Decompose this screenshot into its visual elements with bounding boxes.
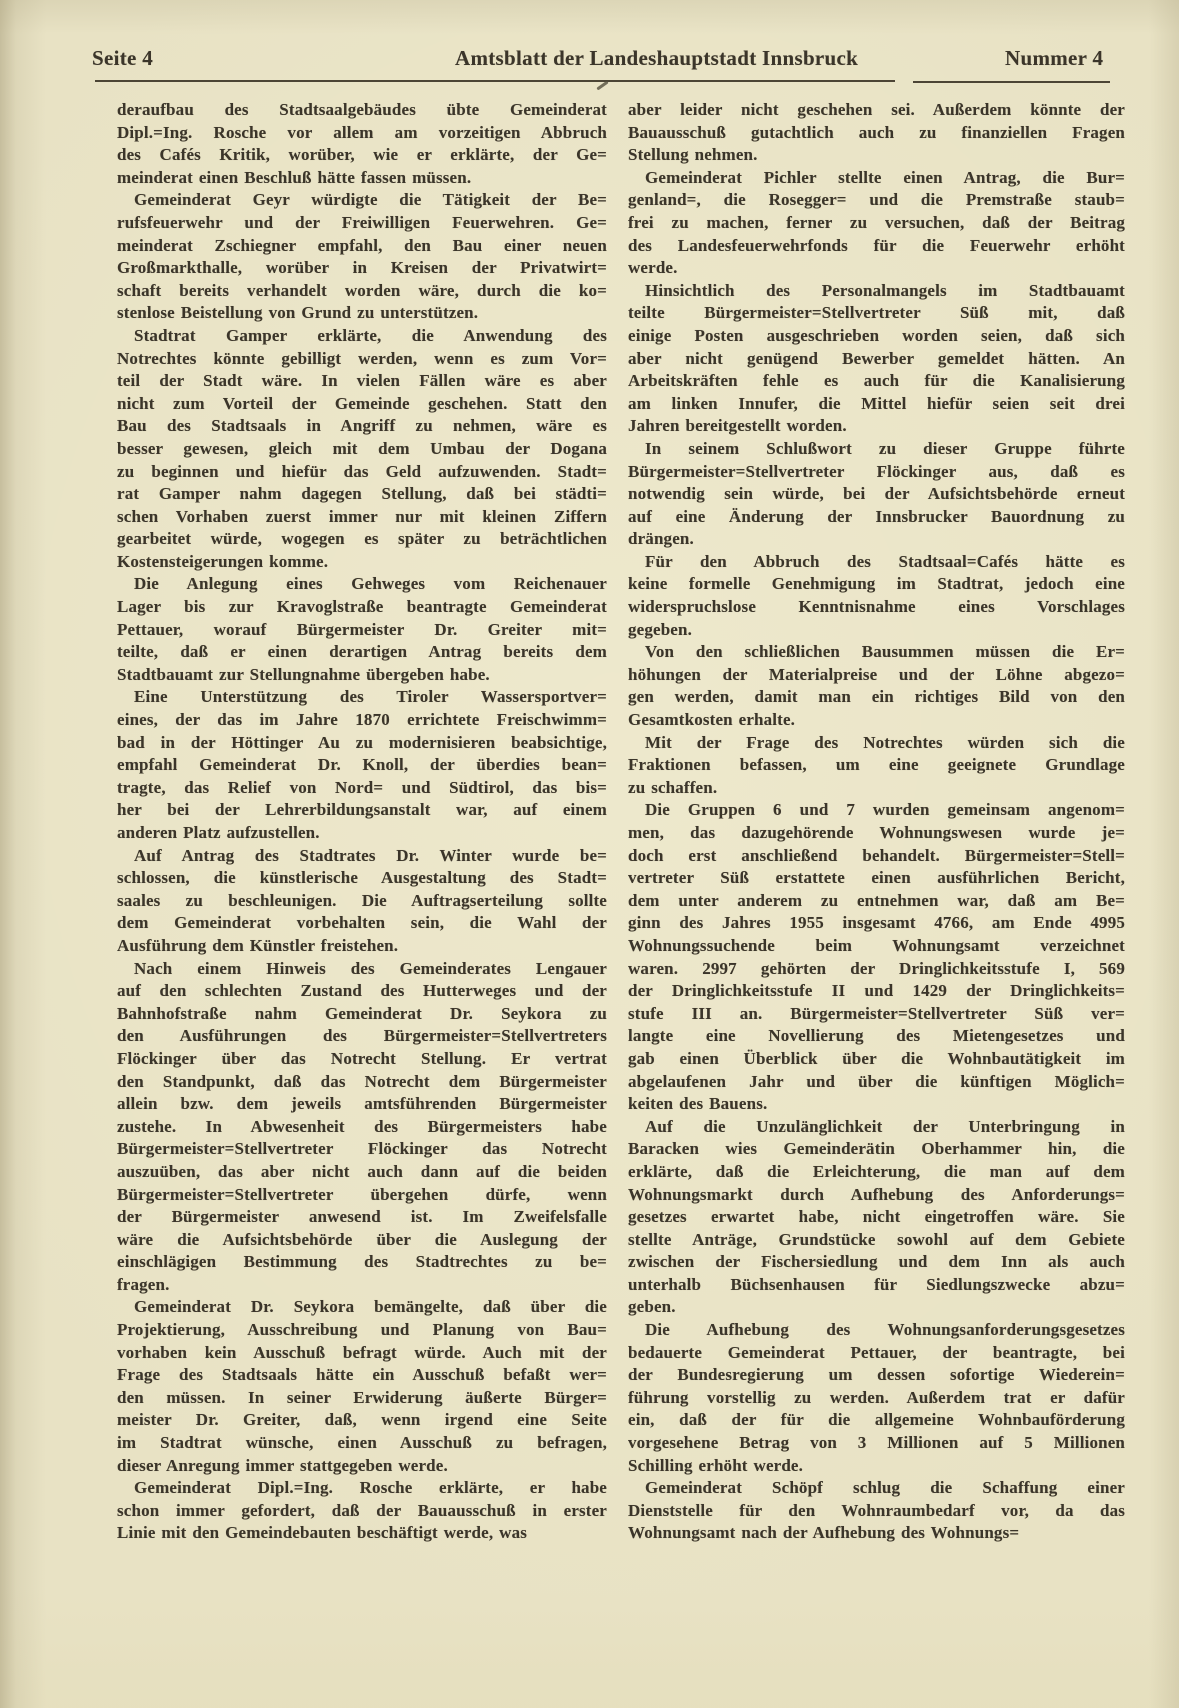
issue-number: Nummer 4 — [1005, 46, 1104, 70]
text-line: meister Dr. Greiter, daß, wenn irgend eine Seite — [117, 1410, 607, 1430]
text-line: keiten des Bauens. — [628, 1094, 768, 1114]
text-line: stufe III an. Bürgermeister=Stellvertreter Süß ver= — [628, 1003, 1125, 1023]
text-line: teil der Stadt wäre. In vielen Fällen wäre es aber — [117, 371, 607, 391]
paragraph — [117, 99, 607, 189]
text-line: den müssen. In seiner Erwiderung äußerte Bürger= — [117, 1387, 607, 1407]
text-line: wäre die Aufsichtsbehörde über die Auslegung der — [117, 1229, 607, 1249]
text-line: notwendig sein würde, bei der Aufsichtsbehörde erneut — [628, 484, 1125, 504]
text-line: Bauausschuß gutachtlich auch zu finanziellen Fragen — [628, 122, 1125, 142]
text-line: Dienststelle für den Wohnraumbedarf vor, da das — [628, 1500, 1125, 1520]
paragraph — [628, 99, 1125, 167]
text-line: einige Posten ausgeschrieben worden seien, daß sich — [628, 325, 1125, 345]
text-line: schen Vorhaben zuerst immer nur mit kleinen Ziffern — [117, 506, 607, 526]
right-column — [628, 99, 1125, 1545]
text-line: rufsfeuerwehr und der Freiwilligen Feuerwehren. Ge= — [117, 212, 607, 232]
text-line: Gemeinderat Pichler stellte einen Antrag, die Bur= — [645, 167, 1125, 187]
text-line: des Landesfeuerwehrfonds für die Feuerwehr erhöht — [628, 235, 1125, 255]
paragraph — [117, 1296, 607, 1477]
text-line: am linken Innufer, die Mittel hiefür seien seit drei — [628, 393, 1125, 413]
text-line: Dipl.=Ing. Rosche vor allem am vorzeitigen Abbruch — [117, 122, 607, 142]
text-line: deraufbau des Stadtsaalgebäudes übte Gemeinderat — [117, 100, 607, 119]
text-line: geben. — [628, 1297, 676, 1317]
text-line: dem unter anderem zu entnehmen war, daß am Be= — [628, 890, 1125, 910]
text-line: der Dringlichkeitsstufe II und 1429 der Dringlichkeits= — [628, 981, 1125, 1001]
paragraph — [117, 189, 607, 325]
paragraph — [628, 732, 1125, 800]
text-line: Die Anlegung eines Gehweges vom Reichenauer — [134, 574, 607, 594]
text-line: einschlägigen Bestimmung des Stadtrechtes zu be= — [117, 1252, 607, 1272]
paragraph — [117, 958, 607, 1297]
paragraph — [117, 686, 607, 844]
text-line: Gesamtkosten erhalte. — [628, 710, 796, 730]
text-line: Bahnhofstraße nahm Gemeinderat Dr. Seykora zu — [117, 1003, 607, 1023]
text-line: waren. 2997 gehörten der Dringlichkeitsstufe I, 569 — [628, 958, 1125, 978]
text-line: anderen Platz aufzustellen. — [117, 823, 320, 842]
text-line: gesetzes erwartet habe, nicht eingetroffen wäre. Sie — [628, 1207, 1125, 1227]
text-line: dem Gemeinderat vorbehalten sein, die Wahl der — [117, 913, 607, 933]
text-line: Baracken wies Gemeinderätin Oberhammer hin, die — [628, 1139, 1125, 1159]
paragraph — [117, 845, 607, 958]
text-line: Eine Unterstützung des Tiroler Wassersportver= — [134, 687, 607, 707]
text-line: Stadtbauamt zur Stellungnahme übergeben habe. — [117, 664, 490, 684]
text-line: Ausführung dem Künstler freistehen. — [117, 935, 399, 955]
text-line: besser gewesen, gleich mit dem Umbau der Dogana — [117, 438, 607, 458]
text-line: ginn des Jahres 1955 insgesamt 4766, am Ende 4995 — [628, 913, 1125, 933]
text-line: meinderat Zschiegner empfahl, den Bau einer neuen — [117, 235, 607, 255]
text-line: Bürgermeister=Stellvertreter Flöckinger aus, daß es — [628, 461, 1125, 481]
text-line: aber nicht genügend Bewerber gemeldet hätten. An — [628, 348, 1125, 368]
text-line: Wohnungsmarkt durch Aufhebung des Anforderungs= — [628, 1184, 1125, 1204]
text-line: Die Aufhebung des Wohnungsanforderungsgesetzes — [645, 1320, 1125, 1340]
text-line: schon immer gefordert, daß der Bauausschuß in erster — [117, 1500, 607, 1520]
text-line: her bei der Lehrerbildungsanstalt war, auf einem — [117, 800, 607, 820]
text-line: doch erst anschließend behandelt. Bürgermeister=Stell= — [628, 845, 1125, 865]
text-line: Für den Abbruch des Stadtsaal=Cafés hätte es — [645, 551, 1125, 571]
text-line: im Stadtrat wünsche, einen Ausschuß zu befragen, — [117, 1433, 607, 1453]
masthead-title: Amtsblatt der Landeshauptstadt Innsbruck — [455, 46, 859, 70]
text-line: Fraktionen befassen, um eine geeignete Grundlage — [628, 755, 1125, 775]
text-line: werde. — [628, 258, 678, 278]
text-line: keine formelle Genehmigung im Stadtrat, jedoch eine — [628, 574, 1125, 594]
text-line: frei zu machen, ferner zu versuchen, daß der Beitrag — [628, 212, 1125, 232]
text-line: drängen. — [628, 529, 694, 549]
paragraph — [628, 167, 1125, 280]
paragraph — [117, 325, 607, 574]
text-line: empfahl Gemeinderat Dr. Knoll, der überdies bean= — [117, 755, 607, 775]
text-line: Notrechtes könnte gebilligt werden, wenn es zum Vor= — [117, 348, 607, 368]
text-line: auf den schlechten Zustand des Hutterweges und der — [117, 981, 607, 1001]
paragraph — [117, 573, 607, 686]
text-line: Die Gruppen 6 und 7 wurden gemeinsam angenom= — [645, 800, 1125, 820]
text-line: zu beginnen und hiefür das Geld aufzuwenden. Stadt= — [117, 461, 607, 481]
header-rule-left — [95, 80, 895, 82]
text-line: schlossen, die künstlerische Ausgestaltung des Stadt= — [117, 868, 607, 888]
text-line: zwischen der Fischersiedlung und dem Inn als auch — [628, 1252, 1125, 1272]
paragraph — [628, 1319, 1125, 1477]
text-line: Stadtrat Gamper erklärte, die Anwendung des — [134, 325, 607, 345]
text-line: genland=, die Rosegger= und die Premstraße staub= — [628, 190, 1125, 210]
text-line: Mit der Frage des Notrechtes würden sich die — [645, 732, 1125, 752]
text-line: zustehe. In Abwesenheit des Bürgermeisters habe — [117, 1116, 607, 1136]
paragraph — [628, 1116, 1125, 1319]
text-line: Stellung nehmen. — [628, 145, 758, 165]
text-line: unterhalb Büchsenhausen für Siedlungszwecke abzu= — [628, 1274, 1125, 1294]
text-line: Kostensteigerungen komme. — [117, 551, 329, 571]
text-line: auf eine Änderung der Innsbrucker Bauordnung zu — [628, 506, 1125, 526]
text-line: den Standpunkt, daß das Notrecht dem Bürgermeister — [117, 1071, 607, 1091]
text-line: Auf Antrag des Stadtrates Dr. Winter wurde be= — [134, 845, 607, 865]
text-line: Auf die Unzulänglichkeit der Unterbringung in — [645, 1116, 1125, 1136]
text-line: teilte, daß er einen derartigen Antrag bereits dem — [117, 642, 607, 662]
text-line: auszuüben, das aber nicht auch dann auf die beiden — [117, 1161, 607, 1181]
text-line: Bau des Stadtsaals in Angriff zu nehmen, wäre es — [117, 416, 607, 436]
text-line: Bürgermeister=Stellvertreter übergehen dürfe, wenn — [117, 1184, 607, 1204]
text-line: Hinsichtlich des Personalmangels im Stadtbauamt — [645, 280, 1125, 300]
text-line: des Cafés Kritik, worüber, wie er erklärte, der Ge= — [117, 145, 607, 165]
text-line: rat Gamper nahm dagegen Stellung, daß bei städti= — [117, 484, 607, 504]
page-number: Seite 4 — [92, 46, 153, 70]
text-line: gearbeitet würde, wogegen es später zu beträchtlichen — [117, 529, 607, 549]
text-line: Gemeinderat Dr. Seykora bemängelte, daß über die — [134, 1297, 607, 1317]
text-line: zu schaffen. — [628, 777, 718, 797]
text-line: Nach einem Hinweis des Gemeinderates Lengauer — [134, 958, 607, 978]
text-line: Von den schließlichen Bausummen müssen die Er= — [645, 642, 1125, 662]
text-line: nicht zum Vorteil der Gemeinde geschehen. Statt den — [117, 393, 607, 413]
paragraph — [117, 1477, 607, 1545]
paragraph — [628, 799, 1125, 1115]
text-line: Lager bis zur Kravoglstraße beantragte Gemeinderat — [117, 597, 607, 617]
text-line: schaft bereits verhandelt worden wäre, durch die ko= — [117, 280, 607, 300]
text-line: Schilling erhöht werde. — [628, 1455, 804, 1475]
text-line: Arbeitskräften fehle es auch für die Kanalisierung — [628, 371, 1125, 391]
text-line: stellte Anträge, Grundstücke sowohl auf dem Gebiete — [628, 1229, 1125, 1249]
text-line: bedauerte Gemeinderat Pettauer, der beantragte, bei — [628, 1342, 1125, 1362]
text-line: stenlose Beistellung von Grund zu unterstützen. — [117, 303, 479, 323]
text-line: vertreter Süß erstattete einen ausführlichen Bericht, — [628, 868, 1125, 888]
text-line: aber leider nicht geschehen sei. Außerdem könnte der — [628, 100, 1125, 119]
text-line: Gemeinderat Schöpf schlug die Schaffung einer — [645, 1478, 1125, 1498]
text-line: bad in der Höttinger Au zu modernisieren beabsichtige, — [117, 732, 607, 752]
paragraph — [628, 551, 1125, 641]
text-line: gegeben. — [628, 619, 692, 639]
text-line: Bürgermeister=Stellvertreter Flöckinger das Notrecht — [117, 1139, 607, 1159]
header-rule-right — [913, 81, 1110, 83]
text-line: der Bürgermeister anwesend ist. Im Zweifelsfalle — [117, 1207, 607, 1227]
paragraph — [628, 280, 1125, 438]
text-line: Wohnungsamt nach der Aufhebung des Wohnungs= — [628, 1523, 1020, 1543]
text-line: vorgesehene Betrag von 3 Millionen auf 5 Millionen — [628, 1433, 1125, 1453]
text-line: eines, der das im Jahre 1870 errichtete Freischwimm= — [117, 710, 607, 730]
text-line: erklärte, daß die Erleichterung, die man auf dem — [628, 1161, 1125, 1181]
text-line: fragen. — [117, 1274, 170, 1294]
text-line: abgelaufenen Jahr und über die künftigen Möglich= — [628, 1071, 1125, 1091]
text-line: den Ausführungen des Bürgermeister=Stellvertreters — [117, 1026, 607, 1046]
text-line: teilte Bürgermeister=Stellvertreter Süß mit, daß — [628, 303, 1125, 323]
text-line: gen werden, damit man ein richtiges Bild von den — [628, 687, 1125, 707]
text-line: Wohnungssuchende beim Wohnungsamt verzeichnet — [628, 935, 1125, 955]
text-line: Projektierung, Ausschreibung und Planung von Bau= — [117, 1320, 607, 1340]
text-line: vorhaben kein Ausschuß befragt würde. Auch mit der — [117, 1342, 607, 1362]
text-line: Gemeinderat Dipl.=Ing. Rosche erklärte, er habe — [134, 1478, 607, 1498]
text-line: widerspruchslose Kenntnisnahme eines Vorschlages — [628, 597, 1125, 617]
text-line: men, das dazugehörende Wohnungswesen wurde je= — [628, 823, 1125, 842]
text-line: Großmarkthalle, worüber in Kreisen der Privatwirt= — [117, 258, 607, 278]
ink-mark — [596, 81, 608, 91]
text-line: Pettauer, worauf Bürgermeister Dr. Greiter mit= — [117, 619, 607, 639]
paragraph — [628, 641, 1125, 731]
text-line: langte eine Novellierung des Mietengesetzes und — [628, 1026, 1125, 1046]
paragraph — [628, 1477, 1125, 1545]
text-line: meinderat einen Beschluß hätte fassen müssen. — [117, 167, 472, 187]
text-line: der Bundesregierung um dessen sofortige Wiederein= — [628, 1365, 1125, 1385]
left-column — [117, 99, 607, 1545]
text-line: saales zu beschleunigen. Die Auftragserteilung sollte — [117, 890, 607, 910]
text-line: gab einen Überblick über die Wohnbautätigkeit im — [628, 1048, 1125, 1068]
text-line: Gemeinderat Geyr würdigte die Tätigkeit der Be= — [134, 190, 607, 210]
text-line: höhungen der Materialpreise und der Löhne abgezo= — [628, 664, 1125, 684]
text-line: Frage des Stadtsaals hätte ein Ausschuß befaßt wer= — [117, 1365, 607, 1385]
text-line: tragte, das Relief von Nord= und Südtirol, das bis= — [117, 777, 607, 797]
text-line: allein bzw. dem jeweils amtsführenden Bürgermeister — [117, 1094, 607, 1114]
text-line: Jahren bereitgestellt worden. — [628, 416, 847, 436]
text-line: führung vorstellig zu werden. Außerdem trat er dafür — [628, 1387, 1125, 1407]
text-line: In seinem Schlußwort zu dieser Gruppe führte — [645, 438, 1125, 458]
text-line: Flöckinger über das Notrecht Stellung. Er vertrat — [117, 1048, 607, 1068]
text-line: Linie mit den Gemeindebauten beschäftigt werde, was — [117, 1523, 527, 1543]
text-line: ein, daß der für die allgemeine Wohnbauförderung — [628, 1410, 1125, 1430]
text-line: dieser Anregung immer stattgegeben werde. — [117, 1455, 448, 1475]
paragraph — [628, 438, 1125, 551]
